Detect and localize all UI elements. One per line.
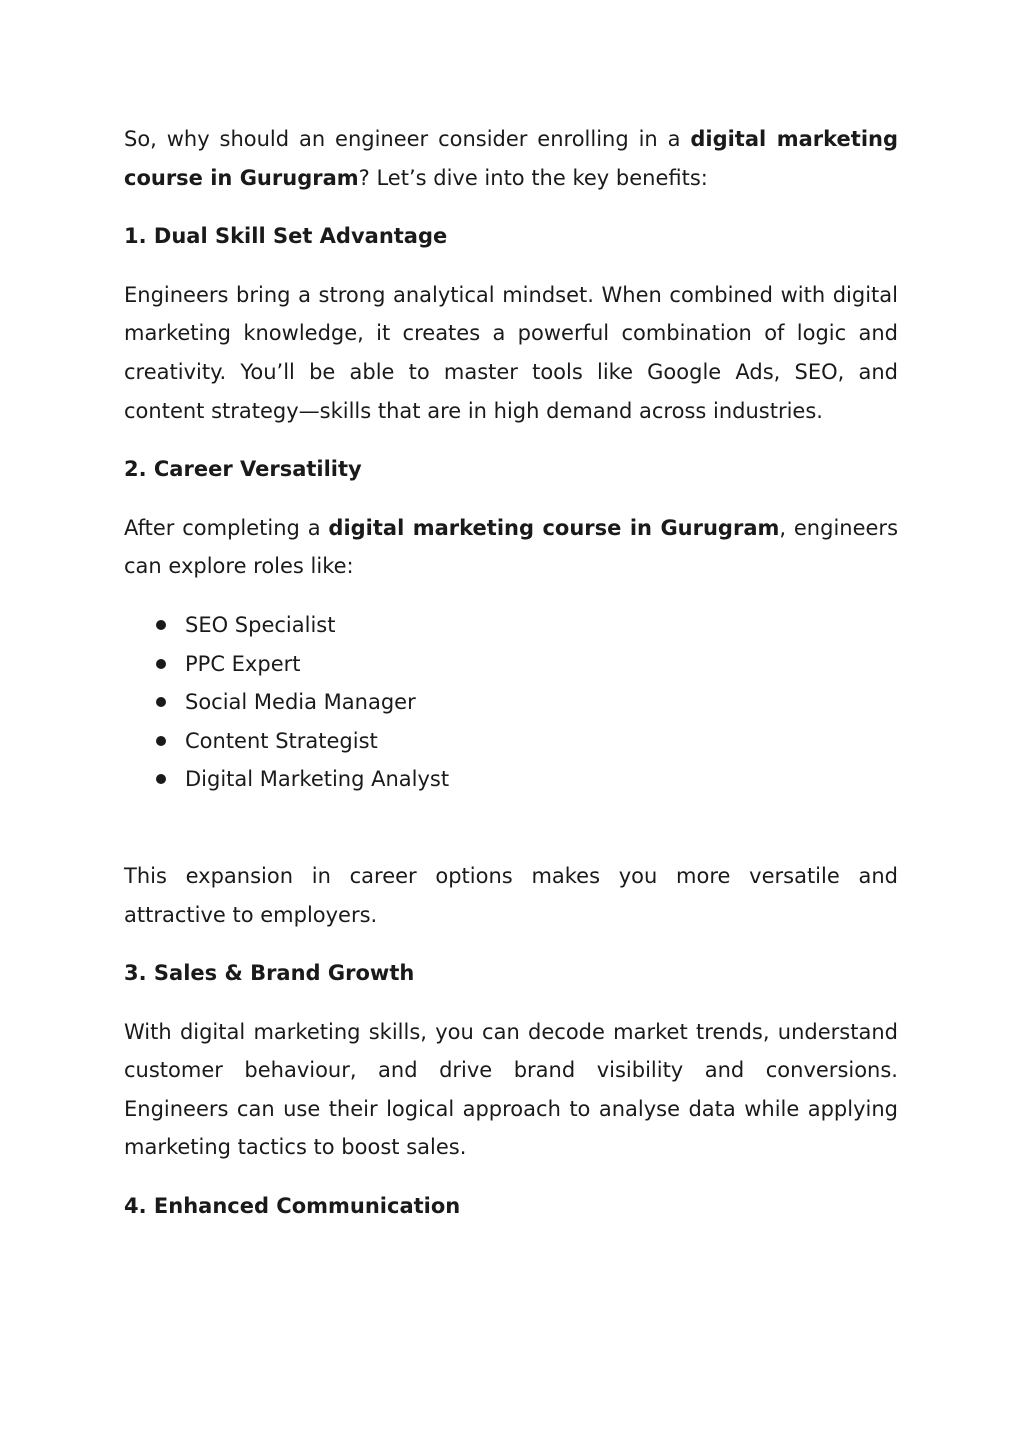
document-page xyxy=(124,120,898,1246)
bullet-icon xyxy=(156,620,166,630)
bullet-icon xyxy=(156,659,166,669)
section-heading-career-versatility: 2. Career Versatility xyxy=(124,457,362,482)
role-label: Content Strategist xyxy=(185,728,378,753)
intro-paragraph xyxy=(124,120,898,197)
intro-line-1 xyxy=(124,120,898,159)
list-item xyxy=(124,645,898,684)
intro-bold-keyword-1: digital marketing xyxy=(690,127,898,151)
list-item xyxy=(124,606,898,645)
intro-line-2 xyxy=(124,159,898,198)
section-body-sales-brand: With digital marketing skills, you can decode market trends, understand customer behaviour, and drive brand visibility and conversions. Engineers can use their logical approach to analyse data while applying marketing tactics to boost sales. xyxy=(124,1019,898,1160)
career-bold-keyword: digital marketing course in Gurugram xyxy=(328,515,780,540)
bullet-icon xyxy=(156,736,166,746)
bullet-icon xyxy=(156,697,166,707)
bullet-icon xyxy=(156,774,166,784)
role-label: Digital Marketing Analyst xyxy=(185,767,450,792)
intro-text-before: So, why should an engineer consider enrolling in a xyxy=(124,127,691,151)
roles-list xyxy=(124,606,898,799)
career-closing-paragraph: This expansion in career options makes you more versatile and attractive to employers. xyxy=(124,863,898,927)
intro-text-after: ? Let’s dive into the key benefits: xyxy=(358,165,708,190)
role-label: PPC Expert xyxy=(185,651,301,676)
career-text-after: , engineers can explore roles like: xyxy=(124,515,899,579)
spacer xyxy=(124,799,898,857)
role-label: SEO Specialist xyxy=(185,612,336,637)
section-body-dual-skill: Engineers bring a strong analytical mindset. When combined with digital marketing knowledge, it creates a powerful combination of logic and creativity. You’ll be able to master tools like Google Ads, SEO, and content strategy—skills that are in high demand across industries. xyxy=(124,282,898,423)
list-item xyxy=(124,760,898,799)
list-item xyxy=(124,683,898,722)
intro-bold-keyword-2: course in Gurugram xyxy=(124,165,359,190)
role-label: Social Media Manager xyxy=(185,690,416,715)
section-body-career-versatility xyxy=(124,509,898,586)
section-heading-communication: 4. Enhanced Communication xyxy=(124,1194,461,1219)
section-heading-sales-brand: 3. Sales & Brand Growth xyxy=(124,961,415,986)
section-heading-dual-skill: 1. Dual Skill Set Advantage xyxy=(124,224,448,249)
career-text-before: After completing a xyxy=(124,515,329,540)
list-item xyxy=(124,722,898,761)
